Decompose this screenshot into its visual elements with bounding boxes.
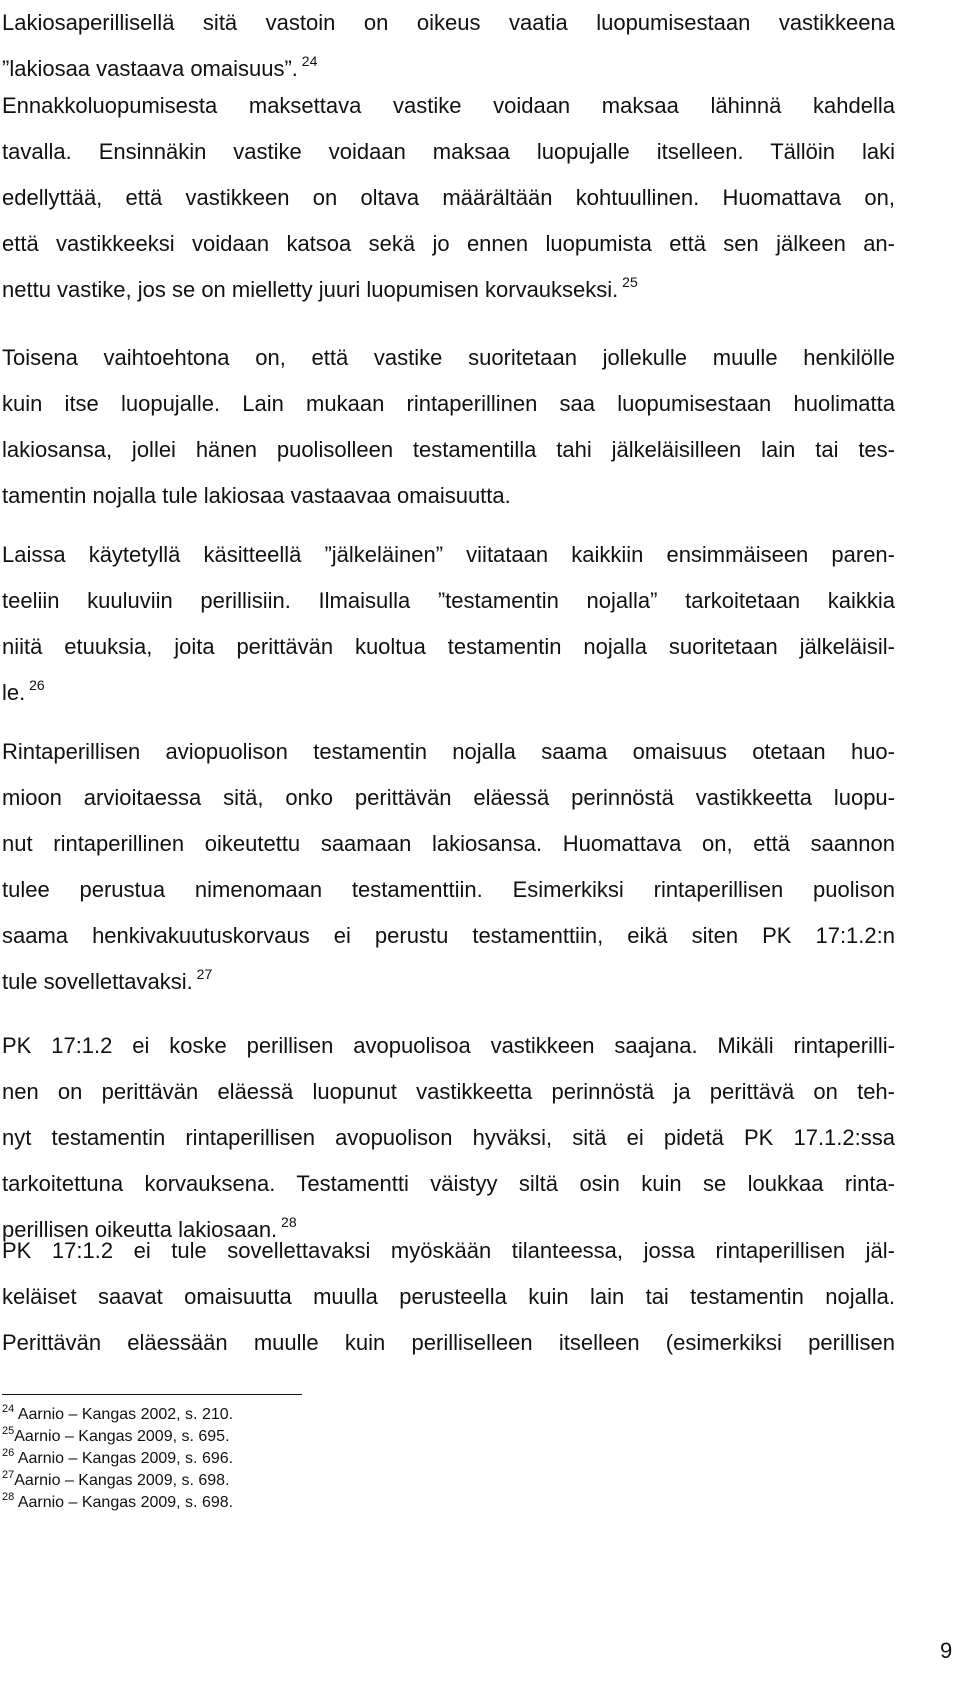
- text-line: [2, 1274, 895, 1320]
- line-text: le.: [2, 680, 26, 705]
- text-line: [2, 1228, 895, 1274]
- text-line: [2, 129, 895, 175]
- text-line: [2, 427, 895, 473]
- line-text: PK 17:1.2 ei koske perillisen avopuolisoa vastikkeen saajana. Mikäli rintaperilli-: [2, 1033, 895, 1058]
- line-text: saama henkivakuutuskorvaus ei perustu testamenttiin, eikä siten PK 17:1.2:n: [2, 923, 895, 948]
- page-number: 9: [940, 1638, 953, 1663]
- text-line: [2, 83, 895, 129]
- paragraph: [2, 335, 895, 519]
- line-text: lakiosansa, jollei hänen puolisolleen testamentilla tahi jälkeläisilleen lain tai tes-: [2, 437, 895, 462]
- line-text: tulee perustua nimenomaan testamenttiin. Esimerkiksi rintaperillisen puolison: [2, 877, 895, 902]
- text-line: [2, 913, 895, 959]
- footnote-text: Aarnio – Kangas 2009, s. 695.: [14, 1428, 230, 1445]
- text-line: [2, 335, 895, 381]
- line-text: Ennakkoluopumisesta maksettava vastike voidaan maksaa lähinnä kahdella: [2, 93, 895, 118]
- text-line: [2, 473, 895, 519]
- text-line: [2, 729, 895, 775]
- line-text: Perittävän eläessään muulle kuin perilliselleen itselleen (esimerkiksi perillisen: [2, 1330, 895, 1355]
- line-text: keläiset saavat omaisuutta muulla perusteella kuin lain tai testamentin nojalla.: [2, 1284, 895, 1309]
- text-line: [2, 1161, 895, 1207]
- text-line: [2, 1320, 895, 1366]
- footnote-number: 24: [2, 1402, 15, 1415]
- line-text: nettu vastike, jos se on mielletty juuri luopumisen korvaukseksi.: [2, 277, 619, 302]
- line-text: Laissa käytetyllä käsitteellä ”jälkeläinen” viitataan kaikkiin ensimmäiseen paren-: [2, 542, 895, 567]
- line-text: Lakiosaperillisellä sitä vastoin on oikeus vaatia luopumisestaan vastikkeena: [2, 10, 895, 35]
- paragraph: [2, 83, 895, 313]
- footnote-text: Aarnio – Kangas 2009, s. 696.: [14, 1450, 234, 1467]
- text-line: [2, 381, 895, 427]
- footnote-text: Aarnio – Kangas 2009, s. 698.: [14, 1494, 234, 1511]
- line-text: että vastikkeeksi voidaan katsoa sekä jo ennen luopumista että sen jälkeen an-: [2, 231, 895, 256]
- text-line: [2, 1115, 895, 1161]
- text-line: [2, 959, 895, 1005]
- line-text: tamentin nojalla tule lakiosaa vastaavaa omaisuutta.: [2, 483, 511, 508]
- text-line: [2, 670, 895, 716]
- text-line: [2, 867, 895, 913]
- footnote: [2, 1426, 230, 1448]
- text-line: [2, 1069, 895, 1115]
- line-text: ”lakiosaa vastaava omaisuus”.: [2, 56, 298, 81]
- line-text: PK 17:1.2 ei tule sovellettavaksi myöskään tilanteessa, jossa rintaperillisen jäl-: [2, 1238, 895, 1263]
- footnote-number: 25: [2, 1424, 15, 1437]
- text-line: [2, 221, 895, 267]
- line-text: teeliin kuuluviin perillisiin. Ilmaisulla ”testamentin nojalla” tarkoitetaan kaikkia: [2, 588, 895, 613]
- paragraph: [2, 1228, 895, 1366]
- footnote-reference[interactable]: 26: [25, 676, 45, 693]
- footnote: [2, 1492, 233, 1514]
- line-text: tavalla. Ensinnäkin vastike voidaan maksaa luopujalle itselleen. Tällöin laki: [2, 139, 895, 164]
- line-text: perillisen oikeutta lakiosaan.: [2, 1217, 278, 1242]
- footnote-reference[interactable]: 25: [618, 273, 638, 290]
- text-line: [2, 0, 895, 46]
- paragraph: [2, 532, 895, 716]
- line-text: nen on perittävän eläessä luopunut vastikkeetta perinnöstä ja perittävä on teh-: [2, 1079, 895, 1104]
- line-text: mioon arvioitaessa sitä, onko perittävän eläessä perinnöstä vastikkeetta luopu-: [2, 785, 895, 810]
- line-text: Rintaperillisen aviopuolison testamentin nojalla saama omaisuus otetaan huo-: [2, 739, 895, 764]
- footnote-reference[interactable]: 27: [192, 965, 213, 982]
- text-line: [2, 267, 895, 313]
- line-text: nut rintaperillinen oikeutettu saamaan lakiosansa. Huomattava on, että saannon: [2, 831, 895, 856]
- text-line: [2, 578, 895, 624]
- line-text: edellyttää, että vastikkeen on oltava määrältään kohtuullinen. Huomattava on,: [2, 185, 895, 210]
- footnote-number: 27: [2, 1468, 15, 1481]
- line-text: tule sovellettavaksi.: [2, 969, 193, 994]
- paragraph: [2, 729, 895, 1005]
- footnote-separator: [2, 1394, 302, 1395]
- text-line: [2, 1023, 895, 1069]
- line-text: tarkoitettuna korvauksena. Testamentti väistyy siltä osin kuin se loukkaa rinta-: [2, 1171, 895, 1196]
- text-line: [2, 775, 895, 821]
- line-text: nyt testamentin rintaperillisen avopuolison hyväksi, sitä ei pidetä PK 17.1.2:ssa: [2, 1125, 895, 1150]
- line-text: kuin itse luopujalle. Lain mukaan rintaperillinen saa luopumisestaan huolimatta: [2, 391, 895, 416]
- footnote-text: Aarnio – Kangas 2009, s. 698.: [14, 1472, 230, 1489]
- footnote-text: Aarnio – Kangas 2002, s. 210.: [14, 1406, 234, 1423]
- footnote: [2, 1404, 233, 1426]
- paragraph: [2, 1023, 895, 1253]
- text-line: [2, 532, 895, 578]
- paragraph: [2, 0, 895, 92]
- footnote-reference[interactable]: 28: [277, 1213, 297, 1230]
- footnote-number: 28: [2, 1490, 15, 1503]
- footnote: [2, 1448, 233, 1470]
- line-text: Toisena vaihtoehtona on, että vastike suoritetaan jollekulle muulle henkilölle: [2, 345, 895, 370]
- text-line: [2, 821, 895, 867]
- text-line: [2, 175, 895, 221]
- line-text: niitä etuuksia, joita perittävän kuoltua testamentin nojalla suoritetaan jälkeläisil-: [2, 634, 895, 659]
- footnote-reference[interactable]: 24: [297, 52, 318, 69]
- footnote: [2, 1470, 230, 1492]
- text-line: [2, 624, 895, 670]
- footnote-number: 26: [2, 1446, 15, 1459]
